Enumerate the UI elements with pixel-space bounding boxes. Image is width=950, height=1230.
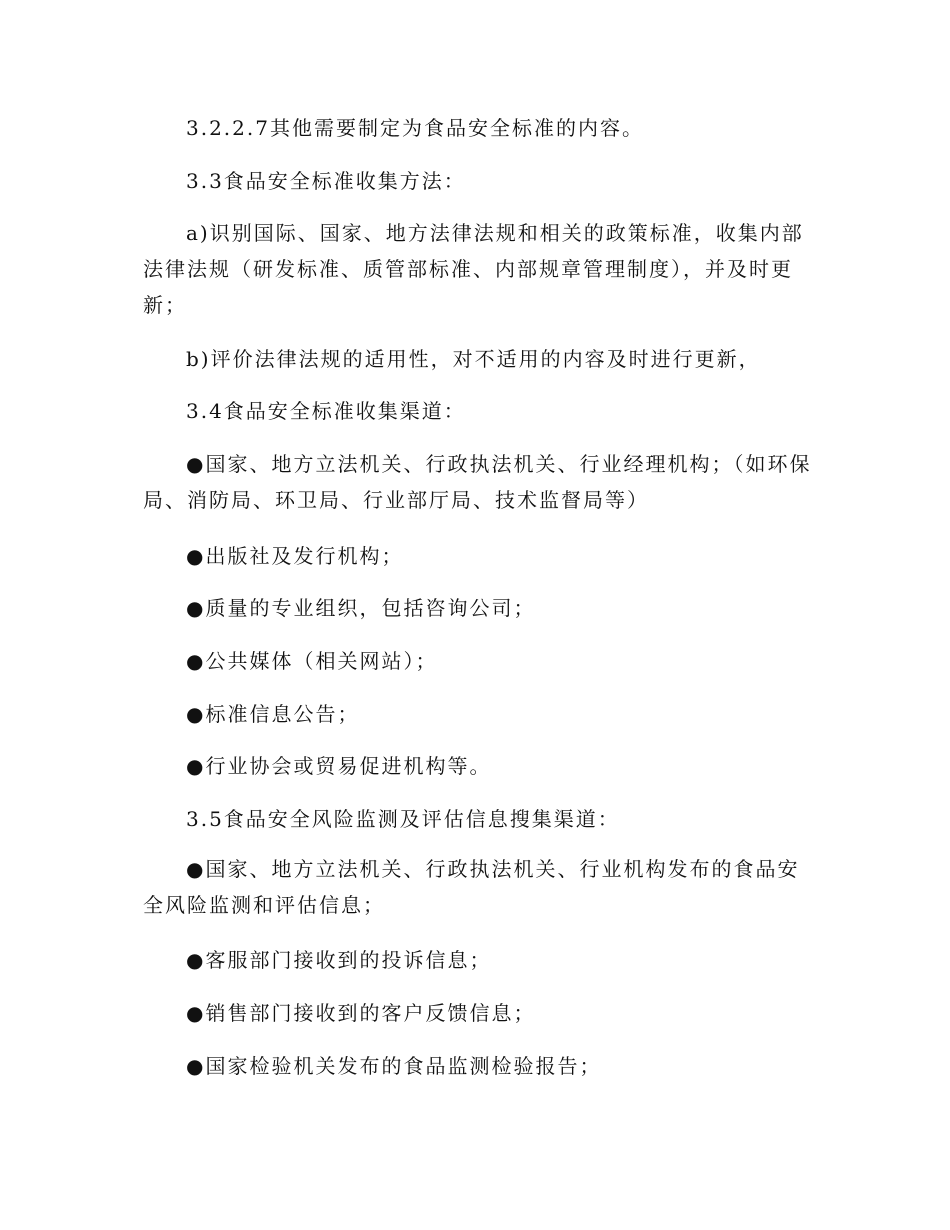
bullet-standard-announcements: ●标准信息公告；: [186, 702, 360, 726]
bullet-quality-organizations: ●质量的专业组织，包括咨询公司；: [186, 596, 536, 620]
heading-3-3: 3.3食品安全标准收集方法：: [186, 169, 466, 193]
heading-3-4: 3.4食品安全标准收集渠道：: [186, 399, 466, 423]
bullet-risk-monitoring-info: ●国家、地方立法机关、行政执法机关、行业机构发布的食品安全风险监测和评估信息；: [143, 857, 800, 917]
bullet-customer-feedback: ●销售部门接收到的客户反馈信息；: [186, 1001, 536, 1025]
bullet-publishers: ●出版社及发行机构；: [186, 544, 404, 568]
bullet-public-media: ●公共媒体（相关网站）；: [186, 649, 438, 673]
clause-3-2-2-7: 3.2.2.7其他需要制定为食品安全标准的内容。: [186, 116, 644, 140]
bullet-government-agencies: ●国家、地方立法机关、行政执法机关、行业经理机构；（如环保局、消防局、环卫局、行业部厅局、技术监督局等）: [143, 452, 812, 512]
item-b: b)评价法律法规的适用性，对不适用的内容及时进行更新，: [186, 347, 761, 371]
bullet-inspection-reports: ●国家检验机关发布的食品监测检验报告；: [186, 1054, 602, 1078]
bullet-industry-associations: ●行业协会或贸易促进机构等。: [186, 754, 492, 778]
heading-3-5: 3.5食品安全风险监测及评估信息搜集渠道：: [186, 807, 620, 831]
bullet-complaints: ●客服部门接收到的投诉信息；: [186, 948, 492, 972]
item-a: a)识别国际、国家、地方法律法规和相关的政策标准，收集内部法律法规（研发标准、质管部标准、内部规章管理制度），并及时更新；: [143, 221, 804, 317]
